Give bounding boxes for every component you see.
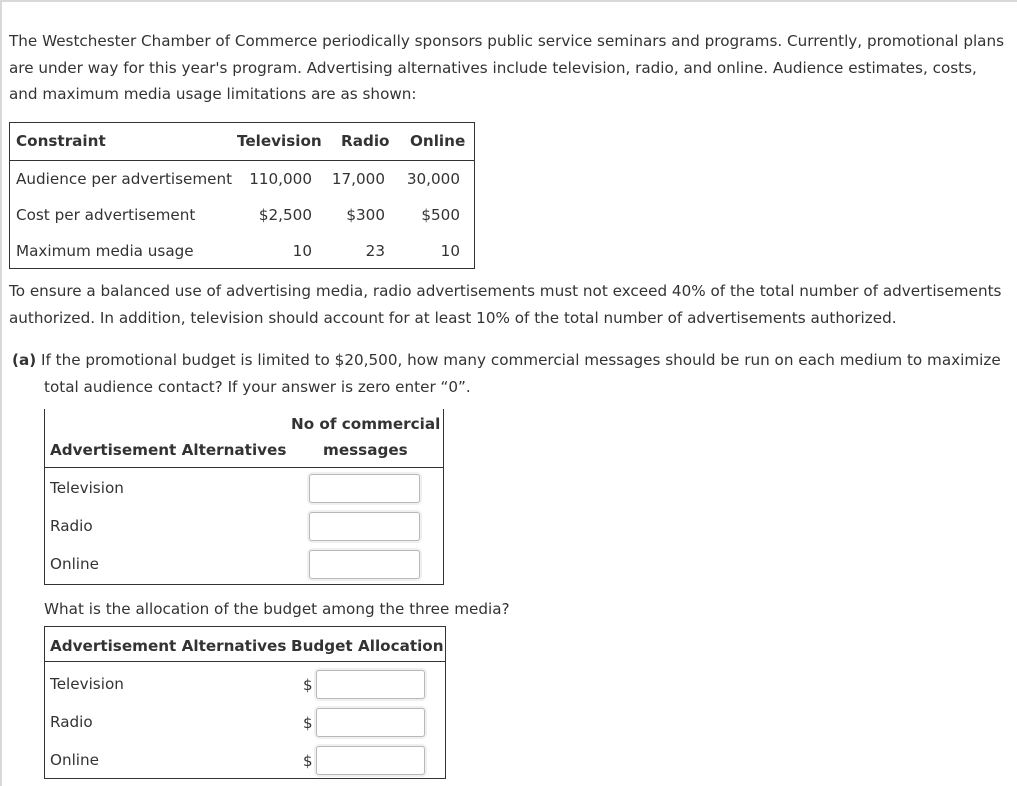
messages-input-radio[interactable] [309,512,420,541]
dollar-sign-radio: $ [303,714,313,732]
header-radio: Radio [341,132,390,150]
row-label-audience: Audience per advertisement [16,170,233,188]
constraint-table [9,122,475,269]
messages-table [44,409,444,585]
header-divider [10,160,474,161]
top-border [0,0,1017,2]
balance-paragraph: To ensure a balanced use of advertising media, radio advertisements must not exceed 40% of the total number of advertisements authorized. In addition, television should account for at least 10% of the total number of advertisements authorized. [9,282,1002,327]
row-label-cost: Cost per advertisement [16,206,196,224]
audience-online: 30,000 [406,170,460,188]
audience-television: 110,000 [249,170,312,188]
part-a-question-line1: If the promotional budget is limited to $20,500, how many commercial messages should be run on each medium to maximize [40,351,1001,369]
messages-col1-header: Advertisement Alternatives [50,441,287,459]
header-online: Online [410,132,466,150]
cost-television: $2,500 [258,206,312,224]
messages-row-label-online: Online [50,555,99,573]
part-a-question-line2: total audience contact? If your answer is zero enter “0”. [44,377,471,396]
budget-row-label-online: Online [50,751,99,769]
messages-row-label-television: Television [50,479,124,497]
dollar-sign-television: $ [303,676,313,694]
budget-row-label-radio: Radio [50,713,93,731]
header-television: Television [237,132,322,150]
budget-question: What is the allocation of the budget among the three media? [44,600,510,618]
part-a-label: (a) [12,351,37,369]
messages-input-online[interactable] [309,550,420,579]
intro-paragraph: The Westchester Chamber of Commerce periodically sponsors public service seminars and programs. Currently, promotional plans are under way for this year's program. Advertising alternatives include television, radio, and online. Audience estimates, costs, and maximum media usage limitations are as shown: [9,32,1005,103]
max-usage-television: 10 [292,242,312,260]
messages-row-label-radio: Radio [50,517,93,535]
budget-header-divider [45,661,445,662]
messages-col2-header-line2: messages [323,441,408,459]
budget-input-television[interactable] [316,670,425,699]
audience-radio: 17,000 [331,170,385,188]
budget-row-label-television: Television [50,675,124,693]
left-border [0,0,2,786]
messages-input-television[interactable] [309,474,420,503]
budget-input-online[interactable] [316,746,425,775]
header-constraint: Constraint [16,132,106,150]
dollar-sign-online: $ [303,752,313,770]
max-usage-radio: 23 [365,242,385,260]
messages-header-divider [45,467,443,468]
budget-input-radio[interactable] [316,708,425,737]
budget-col2-header: Budget Allocation [291,637,444,655]
messages-col2-header-line1: No of commercial [291,415,441,433]
part-a-question [12,347,1007,400]
budget-table [44,626,446,779]
row-label-max-usage: Maximum media usage [16,242,194,260]
budget-col1-header: Advertisement Alternatives [50,637,287,655]
cost-radio: $300 [346,206,385,224]
cost-online: $500 [421,206,460,224]
max-usage-online: 10 [440,242,460,260]
